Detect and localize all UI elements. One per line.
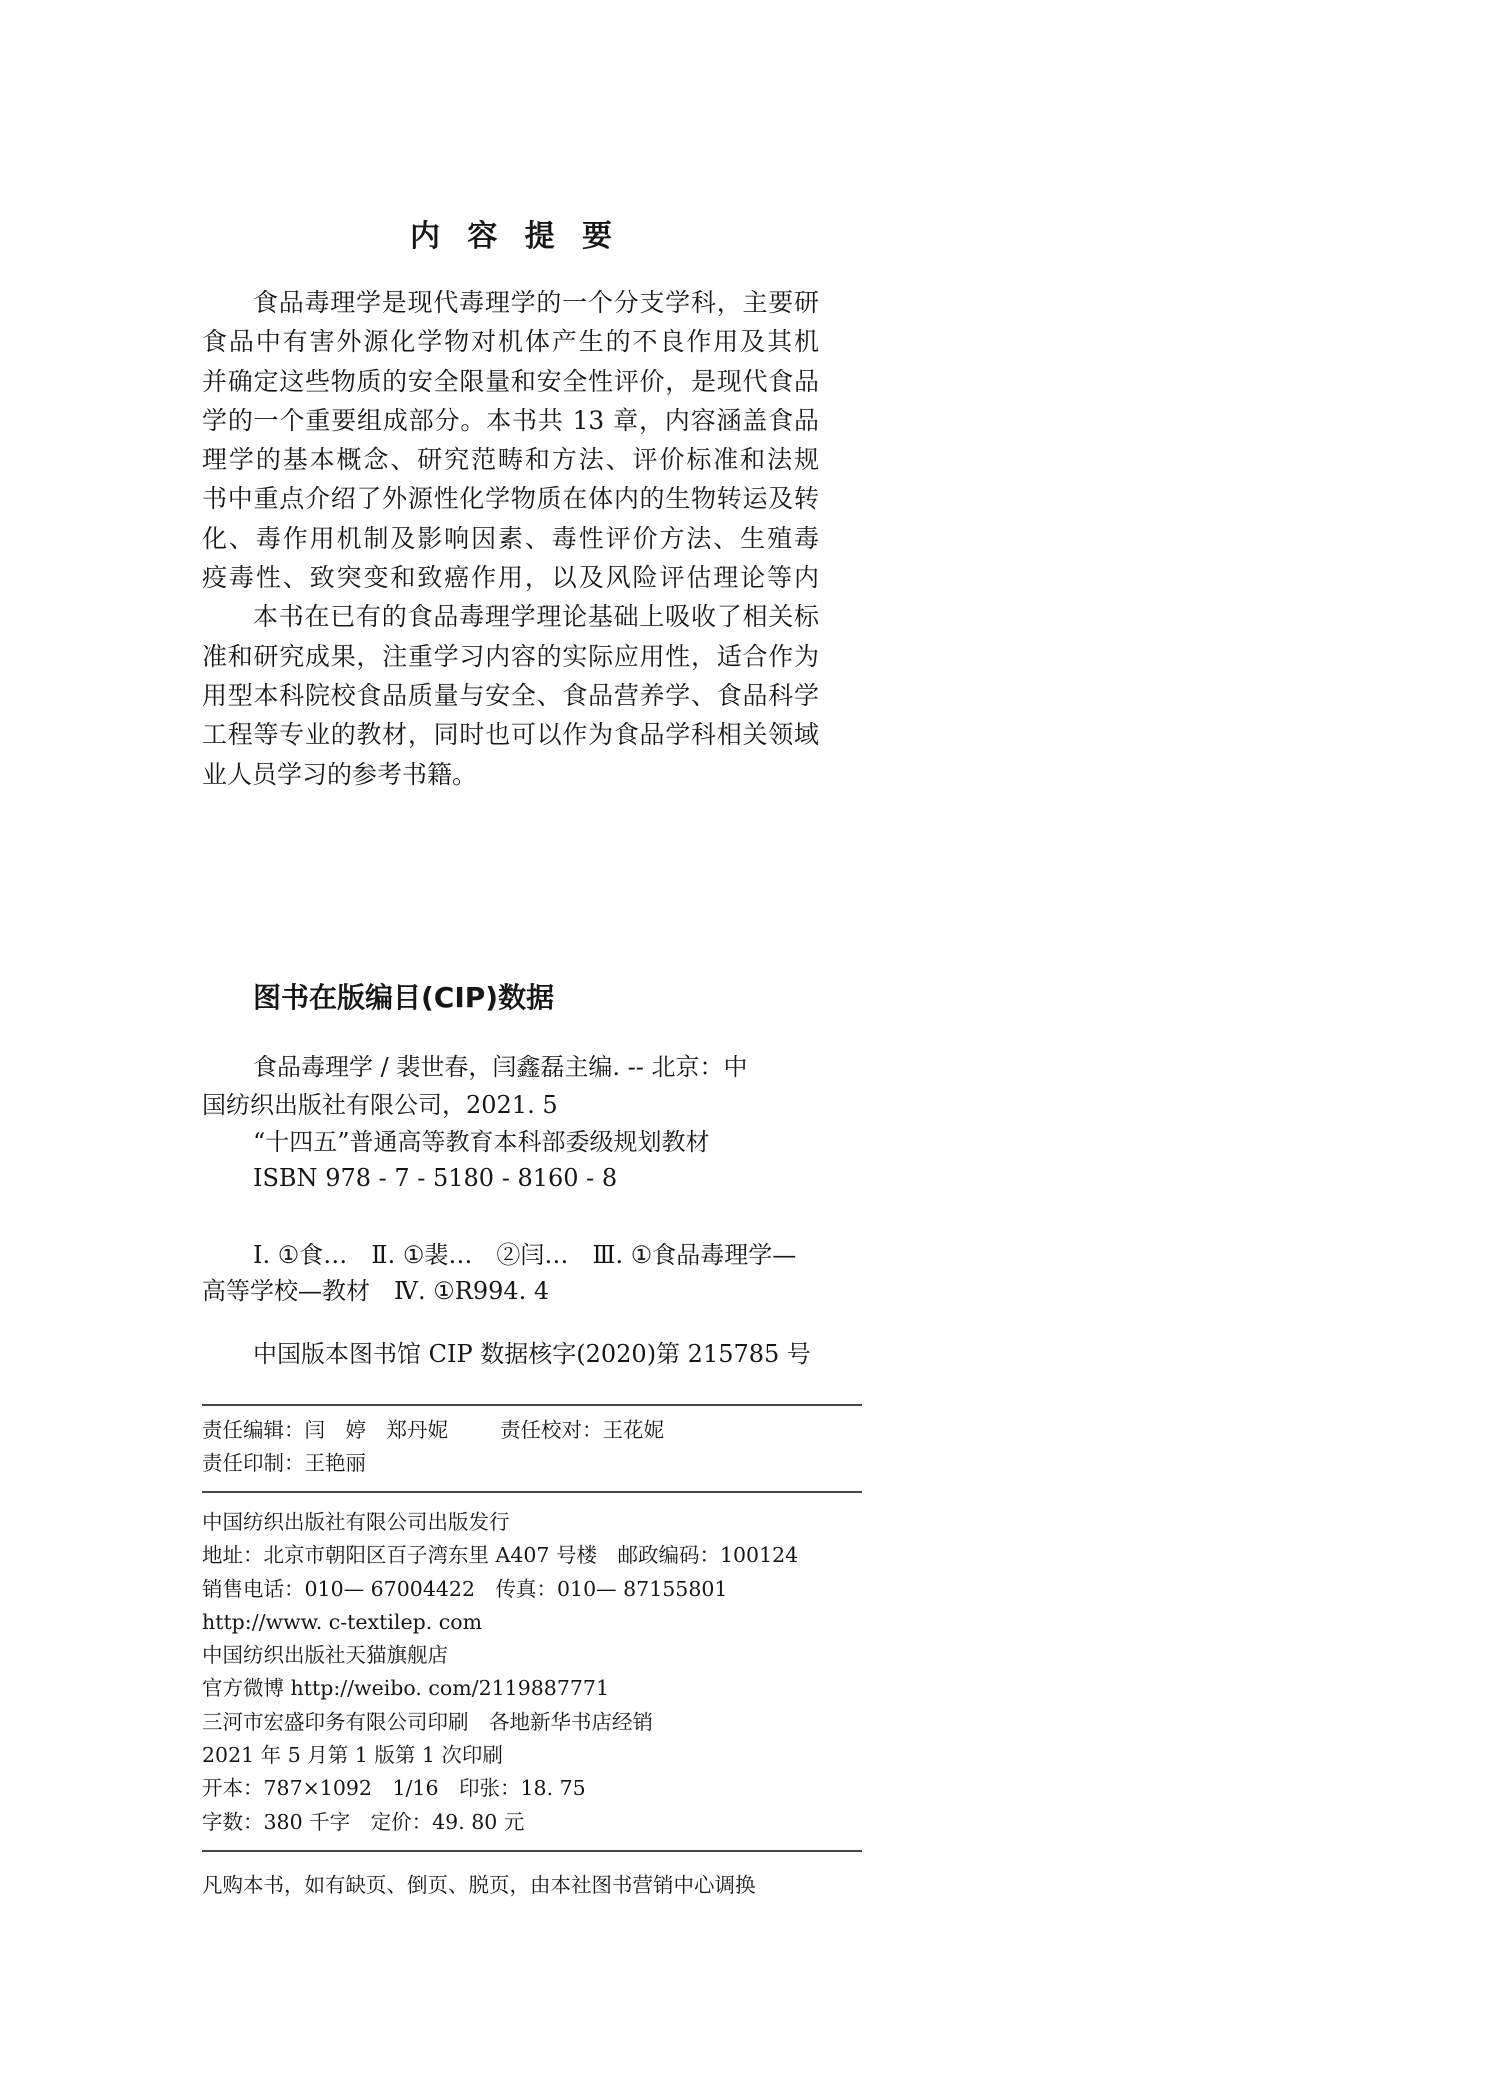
publisher-info-line: 三河市宏盛印务有限公司印刷 各地新华书店经销 [202,1709,653,1734]
cip-heading: 图书在版编目(CIP)数据 [253,981,555,1014]
staff-printing-supervisor: 责任印制：王艳丽 [202,1451,366,1475]
abstract-line: 化、毒作用机制及影响因素、毒性评价方法、生殖毒 [202,523,819,553]
cip-classification-line: 高等学校—教材 Ⅳ. ①R994. 4 [202,1277,550,1305]
divider [202,1850,862,1852]
publisher-info-line: 开本：787×1092 1/16 印张：18. 75 [202,1776,586,1801]
staff-proofreader: 责任校对：王花妮 [500,1418,664,1442]
abstract-line: 工程等专业的教材，同时也可以作为食品学科相关领域 [202,720,819,750]
cip-catalog-number: 中国版本图书馆 CIP 数据核字(2020)第 215785 号 [253,1340,811,1368]
abstract-line: 用型本科院校食品质量与安全、食品营养学、食品科学 [202,680,819,710]
abstract-line: 书中重点介绍了外源性化学物质在体内的生物转运及转 [202,484,819,514]
publisher-info-line: 2021 年 5 月第 1 版第 1 次印刷 [202,1743,503,1768]
publisher-info [202,1506,862,1839]
cip-classification-line: Ⅰ. ①食… Ⅱ. ①裴… ②闫… Ⅲ. ①食品毒理学— [253,1241,797,1269]
abstract-line: 准和研究成果，注重学习内容的实际应用性，适合作为 [202,641,819,671]
publisher-info-line: 销售电话：010— 67004422 传真：010— 87155801 [202,1576,728,1601]
abstract-line: 并确定这些物质的安全限量和安全性评价，是现代食品 [202,366,819,396]
abstract-line: 本书在已有的食品毒理学理论基础上吸收了相关标 [253,602,819,632]
publisher-info-line: 地址：北京市朝阳区百子湾东里 A407 号楼 邮政编码：100124 [202,1543,799,1568]
abstract-line: 疫毒性、致突变和致癌作用，以及风险评估理论等内 [202,563,819,593]
publisher-info-line: 中国纺织出版社天猫旗舰店 [202,1643,448,1668]
cip-isbn: ISBN 978 - 7 - 5180 - 8160 - 8 [253,1164,618,1192]
divider [202,1491,862,1493]
publisher-info-line: http://www. c-textilep. com [202,1609,483,1634]
publisher-info-line: 字数：380 千字 定价：49. 80 元 [202,1809,525,1834]
cip-entry-line: 国纺织出版社有限公司，2021. 5 [202,1091,558,1119]
replacement-notice: 凡购本书，如有缺页、倒页、脱页，由本社图书营销中心调换 [202,1873,756,1897]
publisher-info-line: 中国纺织出版社有限公司出版发行 [202,1510,510,1534]
cip-entry-line: “十四五”普通高等教育本科部委级规划教材 [253,1128,710,1156]
abstract-title: 内 容 提 要 [410,219,612,254]
abstract-line: 食品毒理学是现代毒理学的一个分支学科，主要研 [253,288,819,317]
abstract-body [202,283,819,794]
abstract-line: 学的一个重要组成部分。本书共 13 章，内容涵盖食品 [202,405,819,435]
abstract-line: 理学的基本概念、研究范畴和方法、评价标准和法规 [202,445,819,475]
staff-editor: 责任编辑：闫 婷 郑丹妮 [202,1418,448,1442]
abstract-line: 食品中有害外源化学物对机体产生的不良作用及其机 [202,327,819,357]
cip-entry-line: 食品毒理学 / 裴世春，闫鑫磊主编. -- 北京：中 [253,1053,748,1081]
abstract-line: 业人员学习的参考书籍。 [202,759,478,789]
publisher-info-line: 官方微博 http://weibo. com/2119887771 [202,1676,610,1701]
divider [202,1404,862,1406]
